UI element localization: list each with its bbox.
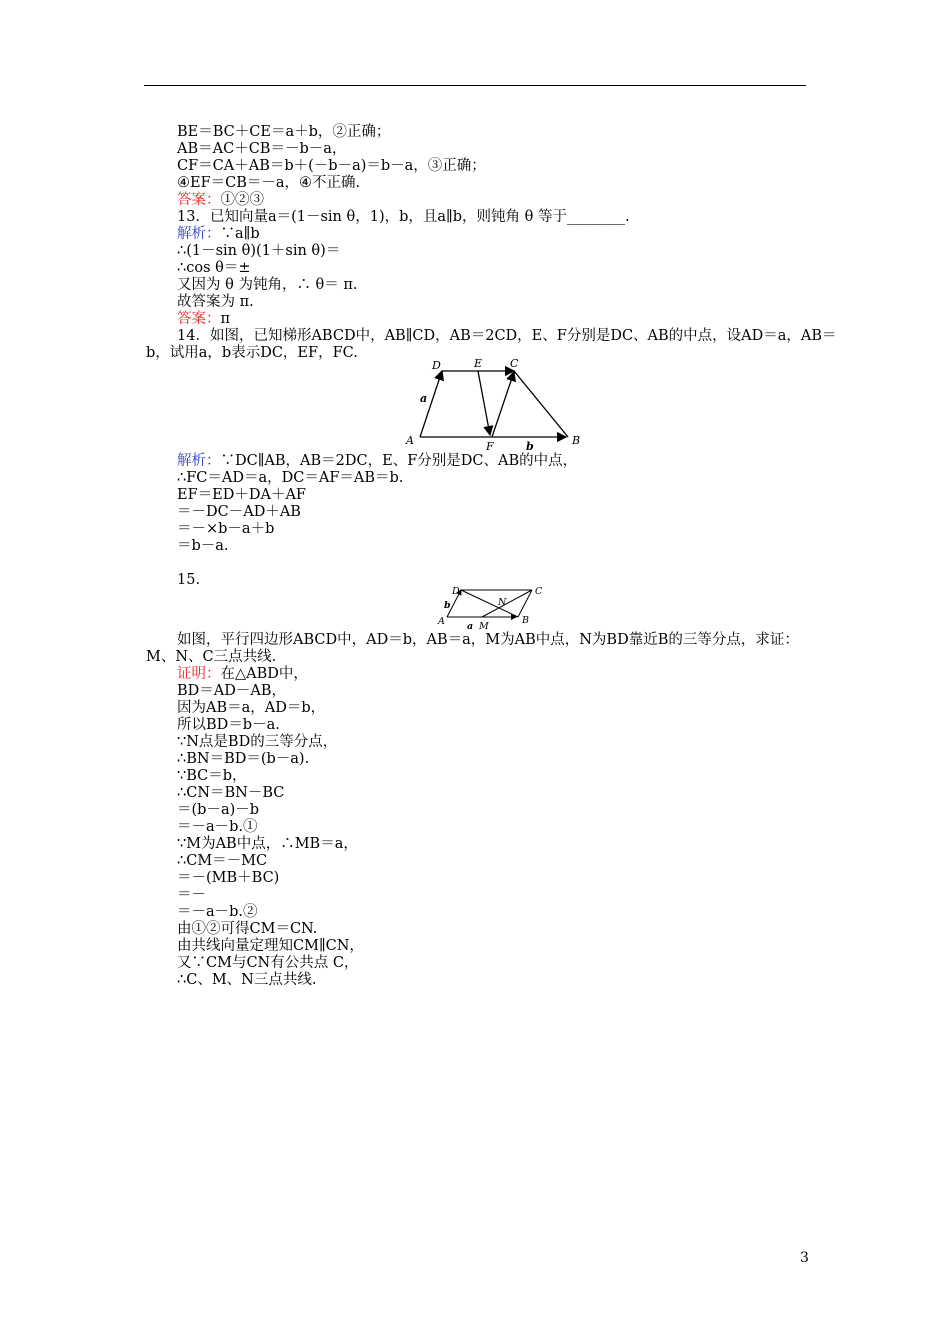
header-rule	[144, 85, 806, 86]
text-line: ∴(1－sin θ)(1＋sin θ)＝	[177, 243, 341, 259]
text-line: ∴C、M、N三点共线.	[177, 972, 317, 988]
question-14-line1: 14．如图，已知梯形ABCD中，AB∥CD，AB＝2CD，E、F分别是DC、AB的中点，设AD＝a，AB＝	[177, 328, 837, 344]
text-line: ④EF＝CB＝－a，④不正确.	[177, 175, 361, 191]
text-line: 由①②可得CM＝CN.	[177, 921, 318, 937]
text-line: ＝－a－b.①	[177, 819, 258, 835]
text-line: ＝－×b－a＋b	[177, 521, 275, 537]
label-m-point: M	[479, 621, 489, 632]
label-e-point: E	[474, 357, 483, 370]
label-vector-a: a	[467, 621, 474, 632]
answer-label: 答案：	[177, 311, 221, 327]
label-n-point: N	[498, 597, 507, 608]
answer-line	[177, 311, 230, 328]
text-line: ＝－a－b.②	[177, 904, 258, 920]
parallelogram-figure	[436, 580, 548, 632]
text-line: 因为AB＝a，AD＝b，	[177, 700, 326, 716]
text-line: ＝－	[177, 887, 206, 903]
label-c-point: C	[510, 357, 519, 370]
analysis-line	[177, 226, 260, 243]
text-line: ∵M为AB中点，∴MB＝a，	[177, 836, 358, 852]
text-line: ＝(b－a)－b	[177, 802, 260, 818]
vector-ef	[478, 371, 490, 435]
text-line: EF＝ED＋DA＋AF	[177, 487, 306, 503]
proof-label: 证明：	[177, 666, 221, 682]
text-line: BE＝BC＋CE＝a＋b，②正确；	[177, 124, 391, 140]
label-b-point: B	[572, 434, 581, 447]
page-number: 3	[800, 1250, 809, 1266]
text-line: 所以BD＝b－a.	[177, 717, 280, 733]
analysis-text: ∵a∥b	[220, 226, 260, 242]
question-13: 13．已知向量a＝(1－sin θ，1)，b，且a∥b，则钝角 θ 等于________.	[177, 209, 630, 225]
label-d-point: D	[452, 586, 460, 597]
text-line: ∴FC＝AD＝a，DC＝AF＝AB＝b.	[177, 470, 404, 486]
proof-line	[177, 666, 308, 683]
text-line: 由共线向量定理知CM∥CN，	[177, 938, 364, 954]
analysis-label: 解析：	[177, 453, 221, 469]
segment-cb	[514, 371, 568, 437]
text-line: 又∵CM与CN有公共点 C，	[177, 955, 359, 971]
question-15-line1: 如图，平行四边形ABCD中，AD＝b，AB＝a，M为AB中点，N为BD靠近B的三等分点，求证：	[177, 632, 799, 648]
text-line: ∴CN＝BN－BC	[177, 785, 285, 801]
label-a-point: A	[406, 434, 414, 447]
text-line: ∵N点是BD的三等分点，	[177, 734, 338, 750]
text-line: 故答案为 π.	[177, 294, 254, 310]
analysis-line	[177, 453, 577, 470]
text-line: ∴BN＝BD＝(b－a).	[177, 751, 310, 767]
question-15-number: 15.	[177, 572, 201, 588]
answer-line	[177, 192, 264, 209]
text-line: ∴cos θ＝±	[177, 260, 251, 276]
label-vector-b: b	[444, 600, 451, 611]
question-14-line2: b，试用a，b表示DC，EF，FC.	[146, 345, 358, 361]
text-line: 又因为 θ 为钝角，∴ θ＝ π.	[177, 277, 358, 293]
text-line: CF＝CA＋AB＝b＋(－b－a)＝b－a，③正确；	[177, 158, 486, 174]
vector-fc	[492, 372, 514, 437]
trapezoid-figure	[400, 355, 590, 455]
question-15-line2: M、N、C三点共线.	[146, 649, 277, 665]
text-line: AB＝AC＋CB＝－b－a，	[177, 141, 347, 157]
answer-text: π	[220, 311, 231, 327]
text-line: BD＝AD－AB，	[177, 683, 287, 699]
label-vector-a: a	[420, 392, 428, 405]
label-b-point: B	[522, 615, 529, 626]
analysis-text: ∵DC∥AB，AB＝2DC，E、F分别是DC、AB的中点，	[220, 453, 578, 469]
label-a-point: A	[438, 616, 445, 627]
answer-label: 答案：	[177, 192, 221, 208]
text-line: ∴CM＝－MC	[177, 853, 268, 869]
label-c-point: C	[535, 586, 543, 597]
proof-text: 在△ABD中，	[220, 666, 308, 682]
answer-text: ①②③	[220, 192, 264, 208]
label-f-point: F	[486, 440, 494, 453]
label-vector-b: b	[526, 440, 534, 453]
text-line: ＝－DC－AD＋AB	[177, 504, 301, 520]
text-line: ∵BC＝b，	[177, 768, 247, 784]
analysis-label: 解析：	[177, 226, 221, 242]
text-line: ＝－(MB＋BC)	[177, 870, 280, 886]
text-line: ＝b－a.	[177, 538, 229, 554]
label-d-point: D	[432, 359, 441, 372]
